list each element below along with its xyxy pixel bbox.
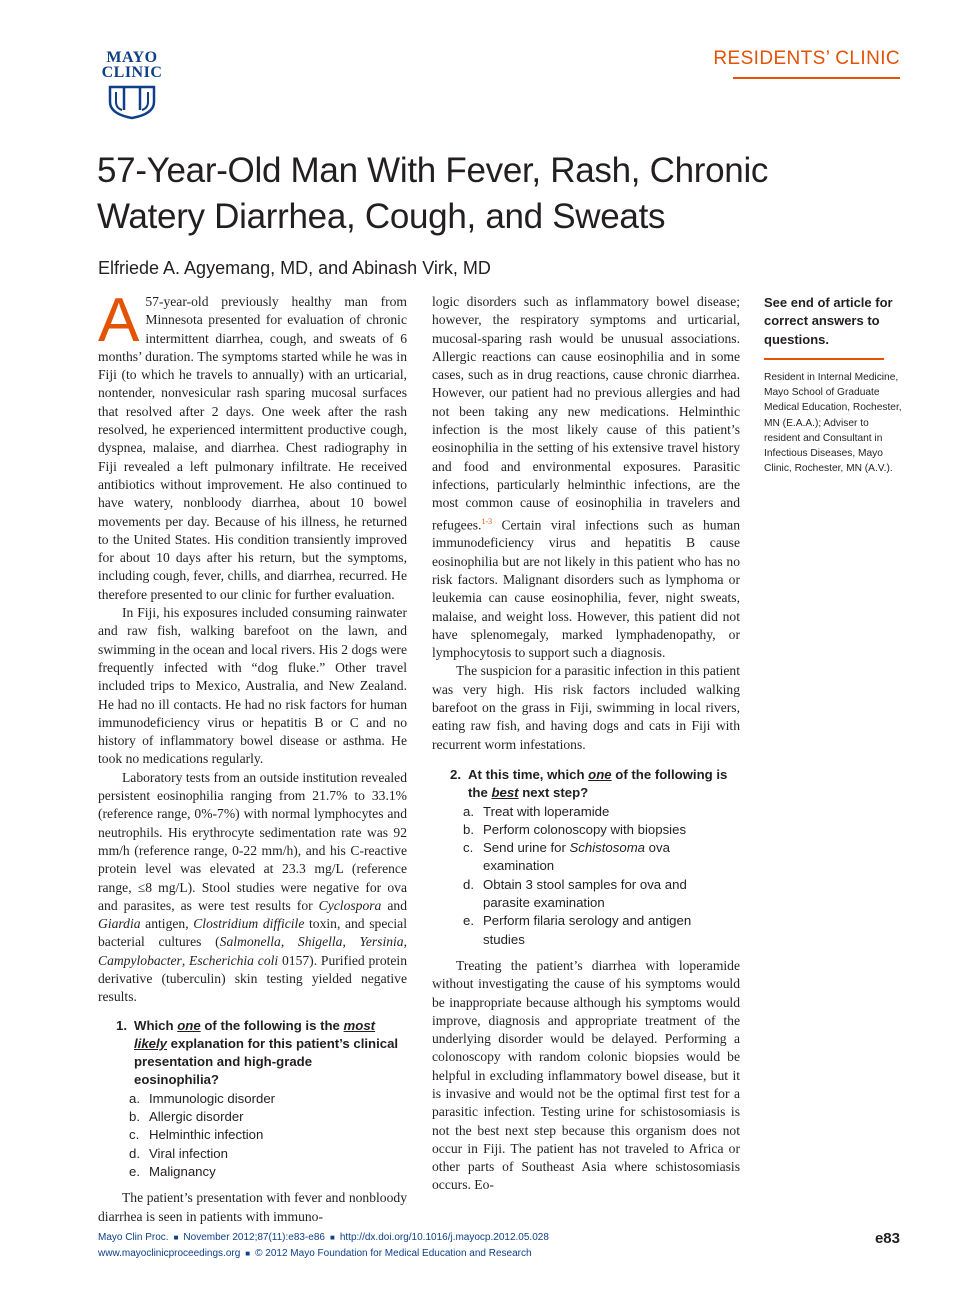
sidebar-divider	[764, 358, 884, 360]
text-fragment: toxin, and special bacterial cultures (	[98, 916, 407, 950]
option-letter: e.	[129, 1163, 140, 1179]
page-number: e83	[874, 1230, 900, 1247]
option-text: Perform filaria serology and antigen studies	[483, 913, 692, 947]
question-1-options	[129, 1090, 407, 1181]
answer-option	[463, 803, 740, 821]
text-fragment: ,	[342, 934, 360, 950]
reference-superscript[interactable]: 1-3	[481, 516, 493, 526]
mayo-clinic-logo	[96, 50, 168, 120]
text-fragment: 0157). Purified protein derivative (tuberculin) skin testing yielded negative results.	[98, 952, 408, 1005]
section-label: RESIDENTS’ CLINIC	[713, 48, 900, 69]
answer-option	[463, 876, 740, 913]
text-fragment: of the following is the	[200, 1017, 344, 1033]
question-2	[432, 766, 740, 949]
text-fragment: and	[381, 897, 408, 913]
footer-line-1	[98, 1230, 900, 1246]
square-bullet-icon: ■	[245, 1249, 251, 1258]
option-text: Allergic disorder	[149, 1109, 244, 1125]
doi-link[interactable]: http://dx.doi.org/10.1016/j.mayocp.2012.05.028	[339, 1232, 549, 1243]
option-text: Helminthic infection	[149, 1127, 264, 1143]
answer-option	[463, 912, 740, 949]
text-fragment: explanation for this patient’s clinical presentation and high-grade eosinophilia?	[134, 1035, 399, 1088]
option-letter: a.	[463, 803, 474, 819]
sidebar	[764, 294, 904, 476]
section-divider	[733, 77, 900, 79]
text-fragment: ,	[181, 952, 190, 968]
text-fragment: next step?	[518, 785, 589, 801]
option-text: Perform colonoscopy with biopsies	[483, 821, 687, 837]
paragraph-presentation: The patient’s presentation with fever and nonbloody diarrhea is seen in patients with immuno-	[98, 1190, 407, 1224]
option-text: Obtain 3 stool samples for ova and parasite examination	[483, 876, 687, 911]
issue-info: November 2012;87(11):e83-e86	[183, 1232, 325, 1243]
answer-option	[129, 1108, 407, 1126]
question-1	[98, 1017, 407, 1182]
text-fragment: ova examination	[483, 840, 670, 874]
option-letter: c.	[463, 840, 474, 856]
answer-option	[129, 1090, 407, 1108]
option-letter: e.	[463, 913, 474, 929]
footer-line-2	[98, 1246, 900, 1262]
option-letter: d.	[129, 1145, 140, 1161]
option-letter: b.	[129, 1109, 140, 1125]
square-bullet-icon: ■	[173, 1233, 179, 1242]
paragraph-suspicion: The suspicion for a parasitic infection in this patient was very high. His risk factors included walking barefoot on the grass in Fiji, swimming in local rivers, eating raw fish, and having dogs and cats in Fiji with recurrent worm infestations.	[432, 663, 740, 752]
option-letter: d.	[463, 876, 474, 892]
option-text: Treat with loperamide	[483, 803, 610, 819]
author-affiliation: Resident in Internal Medicine, Mayo School of Graduate Medical Education, Rochester, MN (E.A.A.); Adviser to resident and Consultant in Infectious Diseases, Mayo Clinic, Rochester, MN (A.V.).	[764, 371, 902, 475]
square-bullet-icon: ■	[330, 1233, 335, 1242]
labs-text: Laboratory tests from an outside institution revealed persistent eosinophilia ranging from 21.7% to 33.1% (reference range, 0%-7%) with normal lymphocytes and neutrophils. His erythrocyte sedimentation rate was 92 mm/h (reference range, 0-22 mm/h), and his C-reactive protein level was elevated at 23.3 mg/L (reference range, ≤8 mg/L). Stool studies were negative for ova and parasites, as were test results for	[98, 769, 407, 913]
paragraph-discussion: Treating the patient’s diarrhea with loperamide without investigating the cause of his symptoms would be inappropriate because although his symptoms would improve, diagnosis and appropriate treatment of the underlying disorder would be delayed. Performing a colonoscopy with random colonic biopsies would be helpful in excluding inflammatory bowel disease, but it is invasive and would not be the optimal first test for a parasitic infection. Testing urine for schistosomiasis is not the best next step because this organism does not occur in Fiji. The patient has not traveled to Africa or other parts of Southeast Asia where schistosomiasis occurs. Eo-	[432, 957, 740, 1193]
answer-option	[463, 821, 740, 839]
question-1-stem	[98, 1017, 407, 1090]
paragraph-differential	[432, 293, 740, 662]
option-text: Malignancy	[149, 1163, 216, 1179]
question-number: 1.	[116, 1017, 127, 1033]
option-letter: a.	[129, 1090, 140, 1106]
emphasis: one	[588, 766, 612, 782]
option-letter: c.	[129, 1127, 140, 1143]
text-fragment: Certain viral infections such as human immunodeficiency virus and hepatitis B cause eosinophilia but are not likely in this patient who has no risk factors. Malignant disorders such as lymphoma or leukemia can cause eosinophilia, fever, night sweats, malaise, and weight loss. However, this patient did not have splenomegaly, marked lymphadenopathy, or lymphocytosis to support such a diagnosis.	[432, 517, 740, 661]
organism-name: Shigella	[297, 934, 343, 950]
page-footer	[98, 1230, 900, 1262]
answer-option	[463, 839, 740, 876]
column-right	[432, 293, 740, 1195]
logo-word-clinic: CLINIC	[101, 64, 163, 81]
organism-name: Cyclospora	[318, 897, 382, 913]
question-number: 2.	[450, 766, 461, 782]
text-fragment: of the following is the	[468, 766, 728, 801]
journal-name: Mayo Clin Proc.	[98, 1232, 169, 1243]
three-shields-icon	[107, 84, 157, 120]
organism-name: Escherichia coli	[189, 952, 279, 968]
paragraph-labs	[98, 769, 407, 1007]
question-2-stem	[432, 766, 740, 803]
emphasis: best	[491, 785, 519, 801]
website-link[interactable]: www.mayoclinicproceedings.org	[98, 1248, 241, 1259]
text-fragment: Which	[134, 1017, 178, 1033]
organism-name: Schistosoma	[569, 840, 646, 856]
text-fragment: antigen,	[140, 916, 194, 932]
organism-name: Clostridium difficile	[193, 916, 305, 932]
question-text	[134, 1017, 407, 1090]
text-fragment: ,	[280, 934, 298, 950]
copyright: © 2012 Mayo Foundation for Medical Education and Research	[255, 1248, 532, 1259]
organism-name: Campylobacter	[98, 952, 182, 968]
answers-note: See end of article for correct answers to questions.	[764, 295, 893, 347]
option-letter: b.	[463, 821, 474, 837]
text-fragment: ,	[403, 934, 408, 950]
intro-text: 57-year-old previously healthy man from Minnesota presented for evaluation of chronic intermittent diarrhea, cough, and sweats of 6 months’ duration. The symptoms started while he was in Fiji (to which he travels to annually) with an urticarial, nontender, nonvesicular rash sparing mucosal surfaces that resolved after 2 days. One week after the rash resolved, he experienced intermittent productive cough, dyspnea, malaise, and diarrhea. Chest radiography in Fiji revealed a left pulmonary infiltrate. He received antibiotics without improvement. He also continued to have watery, nonbloody diarrhea, about 10 bowel movements per day. Because of his illness, he returned to the United States. His condition transiently improved for about 10 days after his return, but the symptoms, including cough, fever, chills, and diarrhea, recurred. He therefore presented to our clinic for further evaluation.	[98, 294, 407, 602]
option-text	[483, 839, 740, 876]
text-fragment: logic disorders such as inflammatory bowel disease; however, the respiratory symptoms and urticarial, mucosal-sparing rash would be unusual associations. Allergic reactions can cause eosinophilia and in some cases, such as in drug reactions, cause chronic diarrhea. However, our patient had no previous allergies and had not been taking any new medications. Helminthic infection is the most likely cause of this patient’s eosinophilia in the setting of his extensive travel history and food and environmental exposures. Parasitic infections, particularly helminthic infections, are the most common cause of eosinophilia in travelers and refugees.	[432, 294, 740, 533]
question-text	[468, 766, 740, 803]
answer-option	[129, 1145, 407, 1163]
answer-option	[129, 1163, 407, 1181]
text-fragment: Send urine for	[483, 840, 570, 856]
column-left	[98, 286, 408, 1226]
paragraph-intro	[98, 286, 407, 604]
emphasis: one	[177, 1017, 201, 1033]
paragraph-exposures: In Fiji, his exposures included consuming rainwater and raw fish, walking barefoot on the lawn, and swimming in the ocean and local rivers. His 2 dogs were frequently infected with “dog fluke.” Other travel included trips to Mexico, Australia, and New Zealand. He had no ill contacts. He had no risk factors for human immunodeficiency virus or hepatitis B or C and no history of inflammatory bowel disease or asthma. He took no medications regularly.	[98, 605, 407, 767]
option-text: Viral infection	[149, 1145, 228, 1161]
drop-cap: A	[98, 286, 140, 355]
organism-name: Yersinia	[359, 934, 404, 950]
article-title: 57-Year-Old Man With Fever, Rash, Chronic Watery Diarrhea, Cough, and Sweats	[97, 151, 769, 236]
article-authors: Elfriede A. Agyemang, MD, and Abinash Virk, MD	[98, 258, 491, 278]
text-fragment: At this time, which	[468, 766, 589, 782]
emphasis: most likely	[134, 1017, 376, 1051]
option-text: Immunologic disorder	[149, 1090, 276, 1106]
answer-option	[129, 1126, 407, 1144]
organism-name: Giardia	[98, 916, 141, 932]
logo-word-mayo: MAYO	[106, 49, 158, 66]
organism-name: Salmonella	[219, 934, 281, 950]
question-2-options	[463, 803, 740, 949]
